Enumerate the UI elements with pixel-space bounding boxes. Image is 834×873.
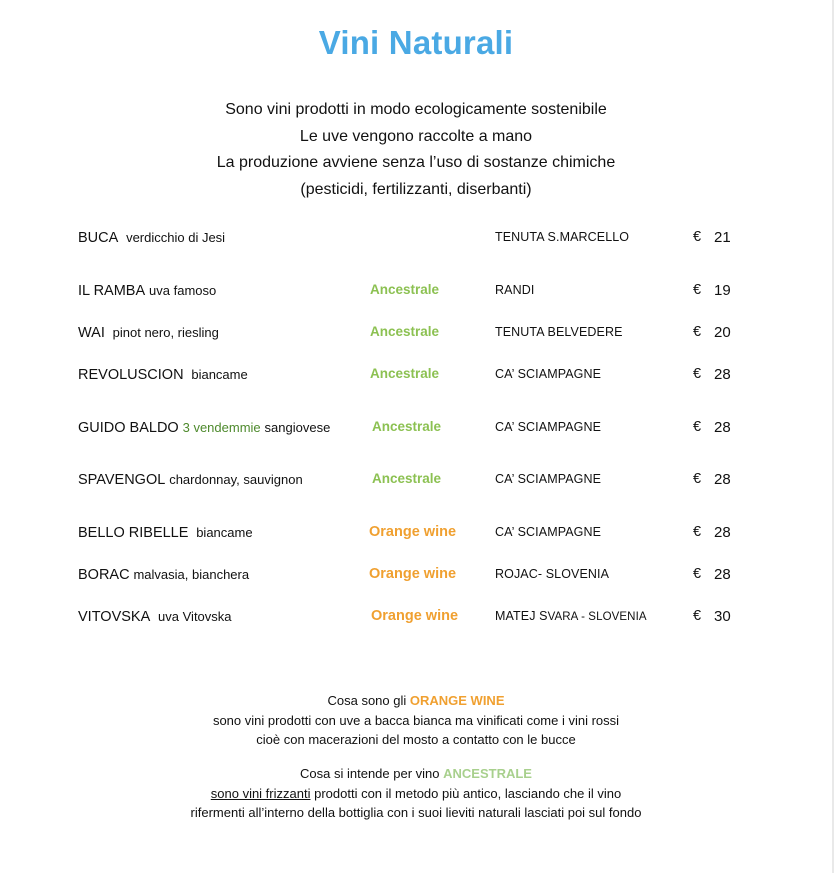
wine-price: 21 [714, 229, 731, 246]
wine-price: 28 [714, 419, 731, 436]
note-line: cioè con macerazioni del mosto a contatto con le bucce [256, 732, 576, 747]
wine-title: VITOVSKA [78, 609, 151, 625]
wine-name [78, 229, 225, 246]
wine-producer: CA’ SCIAMPAGNE [495, 420, 602, 434]
wine-row [0, 419, 832, 441]
note-heading [0, 764, 832, 784]
orange-keyword: ORANGE WINE [409, 693, 505, 708]
ancestrale-note [0, 764, 832, 823]
wine-style: Ancestrale [370, 282, 440, 297]
note-line: rifermenti all’interno della bottiglia con i suoi lieviti naturali lasciati poi sul fondo [190, 805, 642, 820]
wine-row [0, 282, 832, 304]
wine-grape: biancame [191, 367, 248, 382]
wine-producer: TENUTA S.MARCELLO [495, 230, 630, 244]
wine-producer: TENUTA BELVEDERE [495, 325, 623, 339]
wine-title: BELLO RIBELLE [78, 525, 189, 541]
wine-row [0, 324, 832, 346]
wine-row [0, 471, 832, 493]
wine-name [78, 608, 232, 625]
wine-title: IL RAMBA [78, 283, 146, 299]
wine-name [78, 419, 330, 436]
wine-style: Orange wine [369, 566, 457, 582]
wine-row [0, 229, 832, 251]
wine-style: Ancestrale [372, 419, 442, 434]
wine-grape: uva Vitovska [158, 609, 232, 624]
wine-title: WAI [78, 325, 105, 341]
wine-producer: CA’ SCIAMPAGNE [495, 367, 602, 381]
wine-name [78, 324, 219, 341]
currency-symbol: € [693, 471, 702, 487]
wine-title: BORAC [78, 567, 130, 583]
producer-small: VARA - SLOVENIA [547, 611, 647, 623]
wine-grape: uva famoso [149, 283, 217, 298]
wine-style: Orange wine [371, 608, 459, 624]
wine-row [0, 524, 832, 546]
wine-price: 28 [714, 471, 731, 488]
currency-symbol: € [693, 229, 702, 245]
wine-price: 28 [714, 366, 731, 383]
wine-title: GUIDO BALDO [78, 420, 179, 436]
wine-producer: CA’ SCIAMPAGNE [495, 472, 602, 486]
wine-row [0, 608, 832, 630]
note-heading [0, 691, 832, 711]
page-title: Vini Naturali [318, 24, 514, 61]
wine-price: 28 [714, 566, 731, 583]
currency-symbol: € [693, 366, 702, 382]
wine-grape: malvasia, bianchera [133, 567, 250, 582]
currency-symbol: € [693, 282, 702, 298]
wine-name [78, 366, 248, 383]
currency-symbol: € [693, 608, 702, 624]
note-line-rest: prodotti con il metodo più antico, lasciando che il vino [310, 785, 622, 801]
wine-grape: biancame [196, 525, 253, 540]
wine-name [78, 471, 303, 488]
note-lead: Cosa sono gli [327, 693, 410, 708]
note-lead: Cosa si intende per vino [300, 766, 444, 781]
orange-wine-note [0, 691, 832, 750]
intro-text [0, 97, 832, 203]
currency-symbol: € [693, 524, 702, 540]
wine-grape: verdicchio di Jesi [126, 230, 226, 245]
intro-line: (pesticidi, fertilizzanti, diserbanti) [300, 180, 532, 198]
underlined-phrase: sono vini frizzanti [210, 785, 311, 801]
wine-style: Ancestrale [370, 324, 440, 339]
wine-grape: pinot nero, riesling [112, 325, 219, 340]
wine-producer: ROJAC- SLOVENIA [495, 567, 610, 581]
note-line: sono vini prodotti con uve a bacca bianca ma vinificati come i vini rossi [212, 712, 620, 728]
currency-symbol: € [693, 324, 702, 340]
wine-style: Orange wine [369, 524, 457, 540]
wine-row [0, 366, 832, 388]
wine-highlight: 3 vendemmie [182, 420, 261, 435]
producer-main: MATEJ S [495, 609, 548, 623]
wine-name [78, 566, 249, 583]
intro-line: La produzione avviene senza l’uso di sostanze chimiche [216, 154, 616, 171]
wine-style: Ancestrale [372, 471, 442, 486]
wine-grape: chardonnay, sauvignon [169, 472, 303, 487]
intro-line: Sono vini prodotti in modo ecologicamente sostenibile [225, 101, 607, 118]
wine-producer [495, 609, 647, 623]
wine-price: 20 [714, 324, 731, 341]
note-line [0, 784, 832, 804]
wine-title: SPAVENGOL [78, 472, 166, 488]
wine-producer: CA’ SCIAMPAGNE [495, 525, 602, 539]
wine-price: 28 [714, 524, 731, 541]
wine-title: REVOLUSCION [78, 367, 184, 383]
wine-name [78, 282, 216, 299]
wine-title: BUCA [78, 230, 119, 246]
wine-row [0, 566, 832, 588]
wine-producer: RANDI [495, 283, 535, 297]
currency-symbol: € [693, 419, 702, 435]
wine-name [78, 524, 253, 541]
wine-style: Ancestrale [370, 366, 440, 381]
currency-symbol: € [693, 566, 702, 582]
wine-grape: sangiovese [264, 420, 331, 435]
ancestrale-keyword: ANCESTRALE [443, 766, 532, 781]
wine-price: 30 [714, 608, 731, 625]
intro-line: Le uve vengono raccolte a mano [299, 127, 533, 145]
wine-price: 19 [714, 282, 731, 299]
